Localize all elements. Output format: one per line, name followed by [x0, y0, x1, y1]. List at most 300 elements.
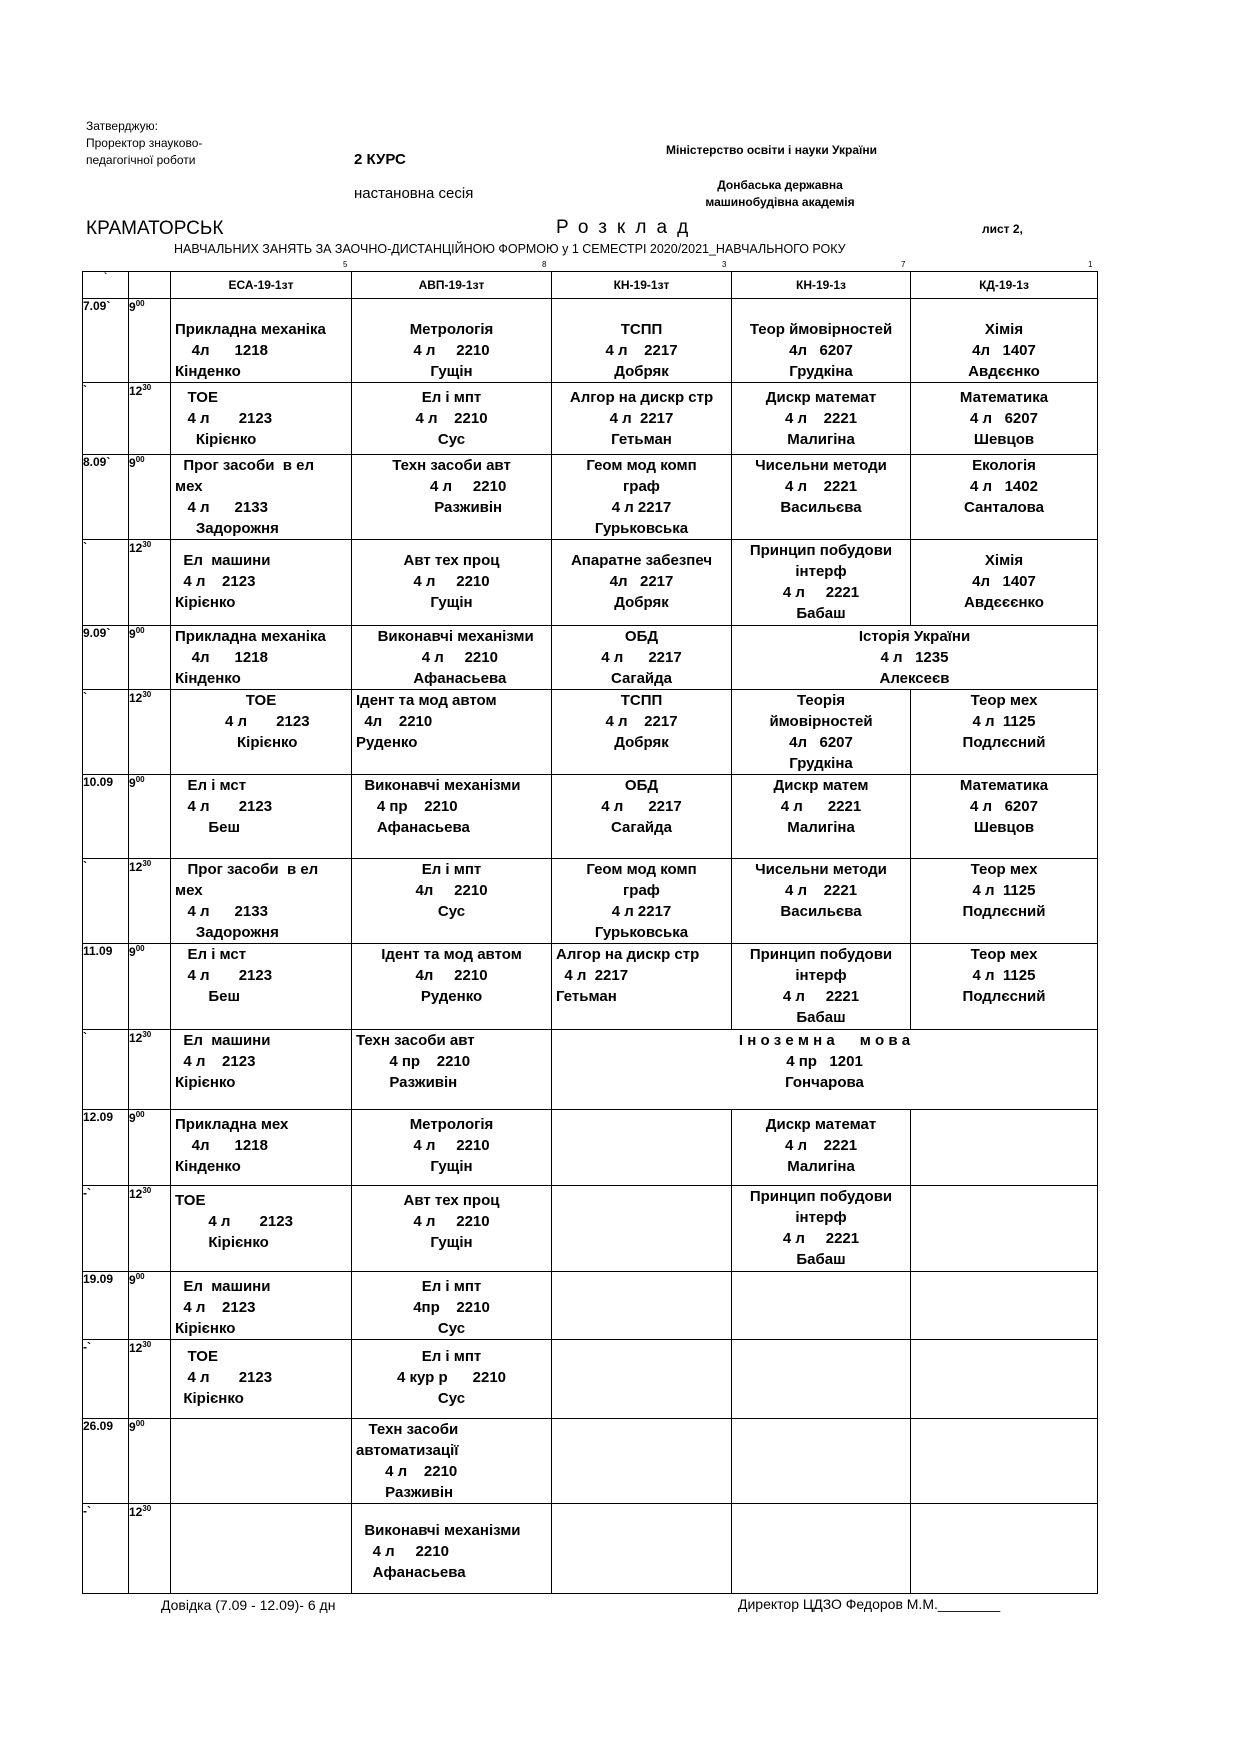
day-cell: ` [83, 383, 129, 455]
column-number: 1 [1088, 260, 1093, 269]
lesson-cell [552, 1186, 732, 1272]
column-number: 3 [722, 260, 727, 269]
lesson-line: ТСПП [620, 321, 663, 338]
time-cell [129, 455, 171, 540]
lesson-cell [352, 859, 552, 944]
lesson-line: Гетьман [611, 431, 672, 448]
lesson-line: Історія України [858, 628, 971, 645]
city-label: КРАМАТОРСЬК [86, 218, 224, 239]
lesson-line: 4 л 2210 [415, 410, 488, 427]
time-hour: 9 [129, 1273, 136, 1287]
approval-line: педагогічної роботи [86, 153, 196, 167]
lesson-line: Кірієнко [175, 1234, 269, 1251]
column-number: 8 [542, 260, 547, 269]
time-cell [129, 540, 171, 626]
lesson-line: ТСПП [620, 692, 663, 709]
lesson-line: Кінденко [175, 670, 241, 687]
lesson-cell [911, 299, 1098, 383]
lesson-line: Грудкіна [789, 363, 853, 380]
page-subtitle: НАВЧАЛЬНИХ ЗАНЯТЬ ЗА ЗАОЧНО-ДИСТАНЦІЙНОЮ ФОРМОЮ у 1 СЕМЕСТРІ 2020/2021_НАВЧАЛЬНОГО РОКУ [174, 242, 846, 256]
day-cell: 10.09 [83, 775, 129, 859]
lesson-cell [732, 690, 911, 775]
lesson-line: Апаратне забезпеч [570, 552, 713, 569]
lesson-line: Разживін [356, 1484, 454, 1501]
lesson-line: Добряк [614, 594, 669, 611]
lesson-line: інтерф [795, 563, 847, 580]
lesson-cell [352, 540, 552, 626]
lesson-line: Принцип побудови [749, 542, 893, 559]
table-row [83, 455, 1098, 540]
column-number: 7 [901, 260, 906, 269]
lesson-cell [352, 1419, 552, 1504]
lesson-cell [911, 1419, 1098, 1504]
group-header-kn-zt: КН-19-1зт [552, 272, 732, 299]
lesson-line: 4 л 2210 [396, 478, 507, 495]
lesson-line: Руденко [420, 988, 483, 1005]
lesson-line: Сус [437, 1320, 466, 1337]
lesson-line: 4 л 6207 [970, 410, 1038, 427]
lesson-cell [171, 383, 352, 455]
lesson-line: 4 л 2210 [413, 342, 490, 359]
lesson-line: 4 л 2217 [611, 499, 672, 516]
lesson-line: Бабаш [796, 1009, 846, 1026]
table-row [83, 626, 1098, 690]
time-cell [129, 690, 171, 775]
time-cell [129, 1504, 171, 1594]
lesson-cell [911, 944, 1098, 1030]
time-cell [129, 1419, 171, 1504]
lesson-cell [171, 1504, 352, 1594]
lesson-line: 4 л 2217 [601, 649, 682, 666]
lesson-line: Математика [959, 389, 1049, 406]
lesson-line: Авт тех проц [403, 1192, 500, 1209]
lesson-cell [911, 455, 1098, 540]
lesson-line: Сагайда [610, 670, 673, 687]
lesson-line: Прикладна мех [175, 1116, 289, 1133]
lesson-line: 4 л 6207 [970, 798, 1038, 815]
lesson-cell [732, 1419, 911, 1504]
day-cell: ` [83, 859, 129, 944]
lesson-cell [552, 540, 732, 626]
time-minutes: 00 [135, 1419, 145, 1428]
time-minutes: 00 [135, 299, 145, 308]
lesson-cell [352, 299, 552, 383]
lesson-line: Прикладна механіка [175, 628, 326, 645]
time-hour: 12 [129, 860, 143, 874]
lesson-cell [552, 455, 732, 540]
lesson-cell [552, 626, 732, 690]
time-minutes: 30 [142, 383, 152, 392]
lesson-line: Санталова [964, 499, 1044, 516]
day-cell: 8.09` [83, 455, 129, 540]
lesson-line: Добряк [614, 734, 669, 751]
lesson-line: 4 л 2123 [212, 713, 310, 730]
day-cell: ` [83, 690, 129, 775]
time-cell [129, 859, 171, 944]
lesson-line: Ел і мст [175, 946, 247, 963]
lesson-line: 4л 2210 [415, 967, 488, 984]
lesson-line: Метрологія [409, 321, 494, 338]
lesson-cell [911, 690, 1098, 775]
lesson-cell [732, 775, 911, 859]
lesson-line: ОБД [624, 628, 659, 645]
lesson-line: Ел і мпт [421, 1348, 482, 1365]
lesson-cell [911, 775, 1098, 859]
lesson-cell [171, 1340, 352, 1419]
lesson-line: Техн засоби авт [356, 1032, 475, 1049]
lesson-cell [732, 859, 911, 944]
lesson-line: 4л 1407 [972, 342, 1036, 359]
lesson-line: ТОЕ [175, 1192, 206, 1209]
lesson-line: Шевцов [973, 431, 1035, 448]
director-signature: Директор ЦДЗО Федоров М.М.________ [738, 1596, 1001, 1612]
column-number: 5 [343, 260, 348, 269]
time-cell [129, 1340, 171, 1419]
approval-line: Проректор знауково- [86, 136, 203, 150]
lesson-cell [552, 1419, 732, 1504]
lesson-line: Гетьман [556, 988, 617, 1005]
lesson-line: 4 л 2217 [605, 342, 678, 359]
time-hour: 12 [129, 1505, 143, 1519]
time-cell [129, 1186, 171, 1272]
table-row [83, 383, 1098, 455]
lesson-line: 4л 1407 [972, 573, 1036, 590]
lesson-cell [732, 1186, 911, 1272]
table-row [83, 1419, 1098, 1504]
reference-note: Довідка (7.09 - 12.09)- 6 дн [161, 1597, 336, 1613]
lesson-cell [552, 859, 732, 944]
lesson-line: Прог засоби в ел [175, 861, 319, 878]
lesson-line: 4 л 2221 [784, 882, 858, 899]
lesson-line: 4л 2210 [356, 713, 433, 730]
lesson-line: Дискр математ [765, 1116, 877, 1133]
time-hour: 12 [129, 691, 143, 705]
lesson-line: Теорія [796, 692, 845, 709]
lesson-cell [911, 1272, 1098, 1340]
lesson-cell [911, 540, 1098, 626]
table-row [83, 1110, 1098, 1186]
table-row [83, 299, 1098, 383]
lesson-line: ТОЕ [245, 692, 277, 709]
lesson-line: 4 л 2217 [601, 798, 682, 815]
lesson-cell [352, 1186, 552, 1272]
lesson-line: 4 л 2210 [413, 1213, 490, 1230]
lesson-line: Гурьковська [594, 520, 689, 537]
lesson-line: І н о з е м н а м о в а [738, 1032, 911, 1049]
lesson-line: Техн засоби [356, 1421, 459, 1438]
lesson-line: 4л 1218 [175, 649, 268, 666]
table-row [83, 540, 1098, 626]
group-header-kn-z: КН-19-1з [732, 272, 911, 299]
lesson-line: 4 л 2217 [611, 903, 672, 920]
lesson-line: Прог засоби в ел [175, 457, 315, 474]
lesson-cell [732, 455, 911, 540]
time-hour: 9 [129, 1420, 136, 1434]
lesson-line: Кірієнко [175, 1074, 236, 1091]
academy-line: Донбаська державна [717, 178, 843, 192]
lesson-line: 4 л 2210 [356, 1543, 449, 1560]
lesson-line: 4 л 2217 [605, 713, 678, 730]
lesson-line: Бабаш [796, 605, 846, 622]
time-cell [129, 299, 171, 383]
lesson-line: Авдєєєнко [964, 594, 1044, 611]
lesson-line: Разживін [356, 1074, 458, 1091]
table-row [83, 775, 1098, 859]
lesson-cell [352, 626, 552, 690]
lesson-line: граф [623, 882, 660, 899]
lesson-line: 4л 2210 [415, 882, 488, 899]
lesson-cell [732, 540, 911, 626]
lesson-line: Математика [959, 777, 1049, 794]
lesson-cell [732, 299, 911, 383]
lesson-line: Чисельни методи [755, 861, 887, 878]
lesson-line: інтерф [795, 967, 847, 984]
lesson-line: Малигіна [787, 819, 855, 836]
lesson-line: ймовірностей [769, 713, 873, 730]
lesson-line: Дискр математ [765, 389, 877, 406]
lesson-cell [911, 1340, 1098, 1419]
lesson-line: Афанасьева [356, 819, 470, 836]
lesson-line: Ел і мпт [421, 389, 482, 406]
lesson-line: Ел і мпт [421, 1278, 482, 1295]
day-cell: 19.09 [83, 1272, 129, 1340]
lesson-line: 4 л 1125 [972, 882, 1036, 899]
lesson-line: Теор мех [970, 861, 1038, 878]
lesson-cell [171, 859, 352, 944]
lesson-line: граф [623, 478, 660, 495]
table-row [83, 1340, 1098, 1419]
lesson-line: Гущін [430, 1234, 473, 1251]
page-title: Розклад [556, 217, 699, 238]
lesson-line: ОБД [624, 777, 659, 794]
time-minutes: 30 [142, 859, 152, 868]
time-hour: 12 [129, 1031, 143, 1045]
lesson-line: 4 л 1402 [970, 478, 1038, 495]
lesson-cell [352, 1272, 552, 1340]
lesson-cell [171, 690, 352, 775]
lesson-cell [911, 1110, 1098, 1186]
lesson-line: 4 пр 2210 [356, 1053, 471, 1070]
lesson-line: Дискр матем [773, 777, 869, 794]
lesson-cell [552, 1340, 732, 1419]
lesson-line: Руденко [356, 734, 418, 751]
lesson-cell [911, 1186, 1098, 1272]
lesson-line: Беш [175, 988, 240, 1005]
lesson-line: Геом мод комп [586, 457, 697, 474]
lesson-line: 4л 2217 [609, 573, 674, 590]
lesson-cell [352, 1504, 552, 1594]
lesson-line: мех [175, 478, 203, 495]
lesson-line: 4 л 2221 [784, 410, 858, 427]
lesson-line: Виконавчі механізми [356, 1522, 521, 1539]
lesson-cell [732, 383, 911, 455]
lesson-line: інтерф [795, 1209, 847, 1226]
lesson-line: Добряк [614, 363, 669, 380]
lesson-line: 4 л 1125 [972, 713, 1036, 730]
lesson-line: 4 л 1125 [972, 967, 1036, 984]
lesson-line: 4 л 2217 [609, 410, 674, 427]
lesson-line: Авдєєнко [968, 363, 1040, 380]
lesson-line: Кірієнко [175, 431, 257, 448]
lesson-cell [552, 1272, 732, 1340]
lesson-cell [911, 383, 1098, 455]
lesson-line: Афанасьева [356, 1564, 466, 1581]
time-minutes: 00 [135, 944, 145, 953]
lesson-line: Васильєва [780, 903, 862, 920]
lesson-line: 4 л 1235 [880, 649, 949, 666]
lesson-line: 4 л 2133 [175, 903, 268, 920]
time-cell [129, 775, 171, 859]
lesson-cell [171, 626, 352, 690]
lesson-line: 4 л 2123 [175, 967, 273, 984]
lesson-line: 4 л 2123 [175, 1053, 256, 1070]
day-cell: ` [83, 540, 129, 626]
time-hour: 9 [129, 945, 136, 959]
sheet-label: лист 2, [982, 222, 1023, 236]
day-cell: -` [83, 1340, 129, 1419]
lesson-line: Васильєва [780, 499, 862, 516]
lesson-line: Метрологія [409, 1116, 494, 1133]
lesson-cell [352, 690, 552, 775]
lesson-line: 4 пр 1201 [786, 1053, 863, 1070]
lesson-line: Грудкіна [789, 755, 853, 772]
time-minutes: 30 [142, 1030, 152, 1039]
lesson-line: Малигіна [787, 431, 855, 448]
lesson-line: Гущін [430, 363, 473, 380]
time-minutes: 00 [135, 1272, 145, 1281]
schedule-table [82, 271, 1098, 1594]
lesson-line: Геом мод комп [586, 861, 697, 878]
lesson-line: Ел і мст [175, 777, 247, 794]
lesson-line: Сус [437, 431, 466, 448]
lesson-line: Сус [437, 1390, 466, 1407]
lesson-cell [352, 1030, 552, 1110]
lesson-line: 4 л 2133 [175, 499, 268, 516]
lesson-line: Теор мех [970, 946, 1038, 963]
ministry-label: Міністерство освіти і науки України [666, 143, 878, 157]
session-label: настановна сесія [354, 185, 474, 202]
lesson-line: 4 л 2123 [175, 1299, 256, 1316]
lesson-line: ТОЕ [175, 1348, 218, 1365]
time-minutes: 30 [142, 690, 152, 699]
lesson-line: Хімія [984, 321, 1024, 338]
day-cell: -` [83, 1504, 129, 1594]
lesson-cell [171, 455, 352, 540]
lesson-cell [732, 1340, 911, 1419]
lesson-line: Гущін [430, 594, 473, 611]
lesson-line: Виконавчі механізми [369, 628, 534, 645]
table-row [83, 1030, 1098, 1110]
time-hour: 9 [129, 1111, 136, 1125]
lesson-line: Афанасьева [396, 670, 507, 687]
lesson-line: 4 л 2210 [405, 649, 498, 666]
lesson-line: 4пр 2210 [413, 1299, 490, 1316]
time-hour: 9 [129, 300, 136, 314]
lesson-line: Прикладна механіка [175, 321, 326, 338]
lesson-line: 4л 6207 [789, 734, 853, 751]
lesson-line: 4 л 2123 [175, 1213, 293, 1230]
lesson-cell [552, 944, 732, 1030]
approval-block [86, 118, 306, 169]
time-hour: 12 [129, 384, 143, 398]
lesson-cell [171, 1186, 352, 1272]
lesson-line: 4 л 2221 [784, 478, 858, 495]
lesson-line: 4 пр 2210 [356, 798, 458, 815]
lesson-line: Кірієнко [224, 734, 298, 751]
lesson-line: Подлєсний [962, 903, 1046, 920]
course-label: 2 КУРС [354, 151, 406, 168]
table-row [83, 859, 1098, 944]
lesson-cell [352, 1110, 552, 1186]
lesson-line: Задорожня [175, 520, 279, 537]
group-header-kd: КД-19-1з [911, 272, 1098, 299]
time-cell [129, 944, 171, 1030]
lesson-line: Принцип побудови [749, 1188, 893, 1205]
lesson-line: 4 л 2123 [175, 1369, 273, 1386]
lesson-line: 4л 6207 [789, 342, 853, 359]
lesson-cell [552, 383, 732, 455]
lesson-line: Виконавчі механізми [356, 777, 521, 794]
lesson-line: 4 л 2210 [356, 1463, 458, 1480]
lesson-cell [732, 944, 911, 1030]
time-hour: 9 [129, 456, 136, 470]
day-cell: 7.09` [83, 299, 129, 383]
lesson-line: Алгор на дискр стр [556, 946, 700, 963]
table-row [83, 690, 1098, 775]
lesson-line: Алгор на дискр стр [569, 389, 714, 406]
time-cell [129, 1272, 171, 1340]
table-row [83, 1504, 1098, 1594]
lesson-line: Принцип побудови [749, 946, 893, 963]
lesson-line: Техн засоби авт [392, 457, 511, 474]
lesson-line: 4 л 2221 [782, 1230, 860, 1247]
lesson-line: Гурьковська [594, 924, 689, 941]
lesson-line: 4л 1218 [175, 342, 268, 359]
lesson-line: Ел і мпт [421, 861, 482, 878]
lesson-line: Чисельни методи [755, 457, 887, 474]
time-minutes: 00 [135, 626, 145, 635]
time-minutes: 30 [142, 1340, 152, 1349]
lesson-cell [171, 944, 352, 1030]
lesson-line: Подлєсний [962, 988, 1046, 1005]
lesson-line: Ел машини [175, 1032, 271, 1049]
time-hour: 12 [129, 1341, 143, 1355]
lesson-cell [552, 1504, 732, 1594]
lesson-cell [911, 859, 1098, 944]
approval-line: Затверджую: [86, 119, 158, 133]
lesson-line: Теор ймовірностей [749, 321, 893, 338]
group-header-avp: АВП-19-1зт [352, 272, 552, 299]
lesson-line: Сагайда [610, 819, 673, 836]
lesson-line: Шевцов [973, 819, 1035, 836]
lesson-line: автоматизації [356, 1442, 459, 1459]
time-minutes: 00 [135, 775, 145, 784]
lesson-line: 4 л 2221 [782, 988, 860, 1005]
group-header-esa: ЕСА-19-1зт [171, 272, 352, 299]
lesson-line: Сус [437, 903, 466, 920]
lesson-line: Гущін [430, 1158, 473, 1175]
lesson-line: Кінденко [175, 363, 241, 380]
lesson-line: Малигіна [787, 1158, 855, 1175]
time-minutes: 30 [142, 540, 152, 549]
lesson-cell [911, 1504, 1098, 1594]
header-empty [129, 272, 171, 299]
lesson-line: 4 л 2210 [413, 1137, 490, 1154]
lesson-line: Кінденко [175, 1158, 241, 1175]
lesson-cell [552, 690, 732, 775]
time-cell [129, 383, 171, 455]
lesson-cell [552, 775, 732, 859]
